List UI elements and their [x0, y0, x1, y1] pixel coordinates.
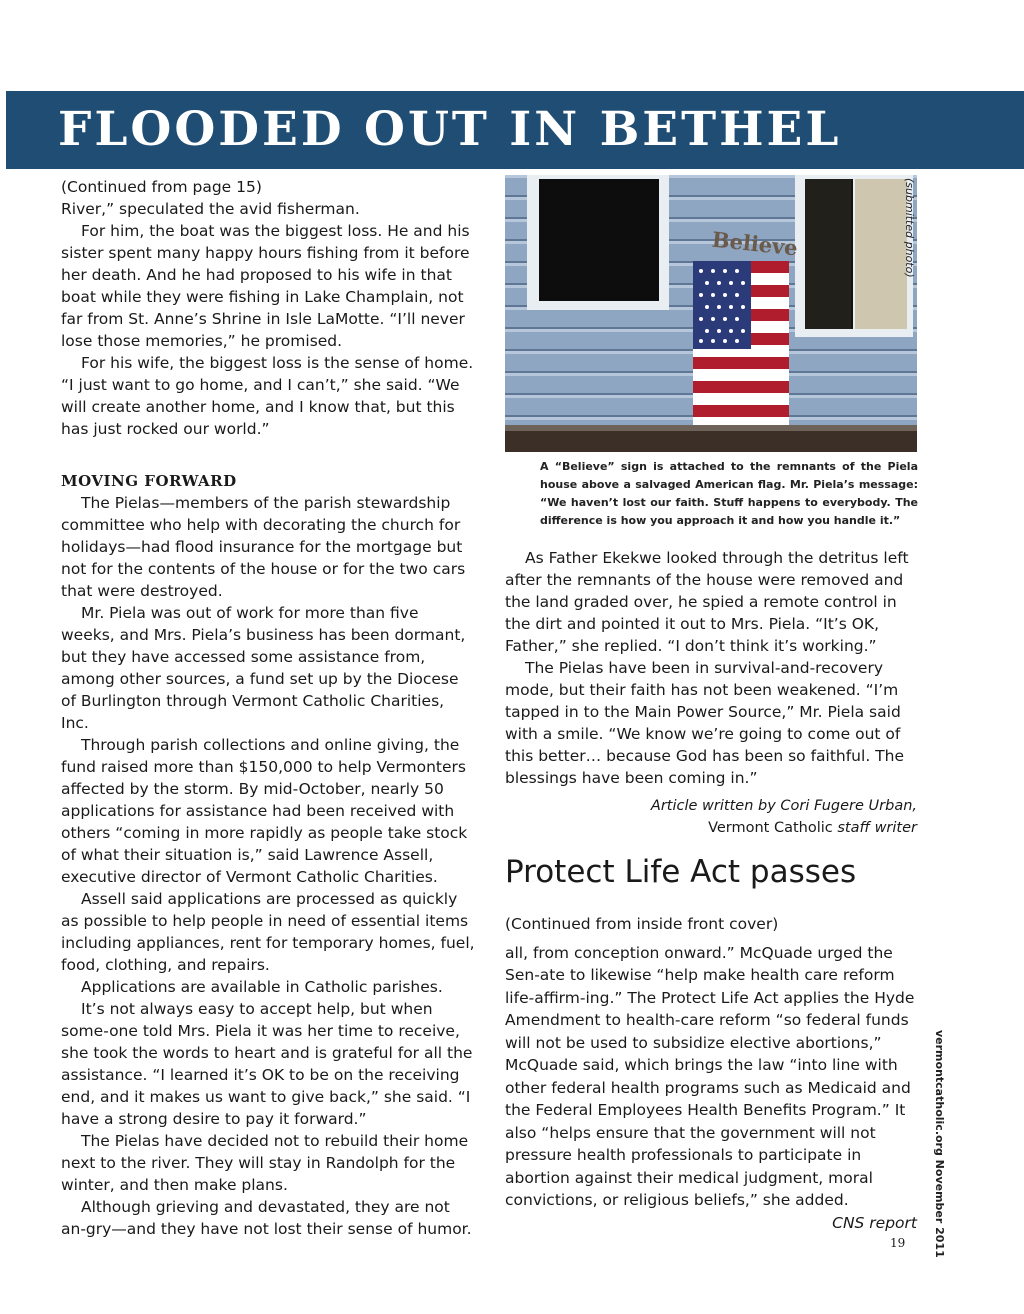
source-credit: CNS report — [832, 1213, 917, 1232]
photo-credit: (submitted photo) — [903, 178, 916, 278]
paragraph: The Pielas have been in survival-and-recovery mode, but their faith has not been weakened. “I’m tapped in to the Main Power Source,” Mr. Piela said with a smile. “We know we’re going to come out of this better… because God has been so faithful. The blessings have been coming in.” — [505, 659, 904, 787]
photo-illustration — [505, 175, 917, 452]
section-title: Protect Life Act passes — [505, 854, 857, 890]
paragraph: Assell said applications are processed as quickly as possible to help people in need of essential items including appliances, rent for temporary homes, fuel, food, clothing, and repairs. — [61, 890, 475, 974]
paragraph: River,” speculated the avid fisherman. — [61, 200, 360, 218]
photo-caption: A “Believe” sign is attached to the remnants of the Piela house above a salvaged American flag. Mr. Piela’s message: “We haven’t lost our faith. Stuff happens to everybody. The difference is how you approach it and how you handle it.” — [540, 460, 918, 527]
believe-sign: Believe — [710, 226, 799, 261]
left-column — [61, 176, 475, 1240]
byline-org: Vermont Catholic — [708, 820, 838, 836]
section-subhead: MOVING FORWARD — [61, 472, 237, 490]
paragraph: Through parish collections and online giving, the fund raised more than $150,000 to help Vermonters affected by the storm. By mid-October, nearly 50 applications for assistance had been received with others “coming in more rapidly as people take stock of what their situation is,” said Lawrence Assell, executive director of Vermont Catholic Charities. — [61, 736, 468, 886]
paragraph: Applications are available in Catholic parishes. — [81, 978, 443, 996]
byline — [505, 795, 917, 839]
paragraph: For his wife, the biggest loss is the sense of home. “I just want to go home, and I can’t,” she said. “We will create another home, and I know that, but this has just rocked our world.” — [61, 354, 474, 438]
byline-author: Article written by Cori Fugere Urban, — [650, 798, 917, 814]
paragraph: As Father Ekekwe looked through the detritus left after the remnants of the house were removed and the land graded over, he spied a remote control in the dirt and pointed it out to Mrs. Piela. “It’s OK, Father,” she replied. “I don’t think it’s working.” — [505, 549, 909, 655]
byline-role: staff writer — [837, 820, 917, 836]
paragraph: For him, the boat was the biggest loss. He and his sister spent many happy hours fishing from it before her death. And he had proposed to his wife in that boat while they were fishing in Lake Champlain, not far from St. Anne’s Shrine in Isle LaMotte. “I’ll never lose those memories,” he promised. — [61, 222, 470, 350]
paragraph: The Pielas have decided not to rebuild their home next to the river. They will stay in Randolph for the winter, and then make plans. — [61, 1132, 469, 1194]
paragraph: Mr. Piela was out of work for more than five weeks, and Mrs. Piela’s business has been dormant, but they have accessed some assistance from, among other sources, a fund set up by the Diocese of Burlington through Vermont Catholic Charities, Inc. — [61, 604, 466, 732]
continued-note: (Continued from page 15) — [61, 178, 262, 196]
american-flag — [693, 261, 789, 441]
paragraph: Although grieving and devastated, they are not an-gry—and they have not lost their sense of humor. — [61, 1198, 472, 1238]
paragraph: all, from conception onward.” McQuade urged the Sen-ate to likewise “help make health care reform life-affirm-ing.” The Protect Life Act applies the Hyde Amendment to health-care reform “so federal funds will not be used to subsidize elective abortions,” McQuade said, which brings the law “into line with other federal health programs such as Medicaid and the Federal Employees Health Benefits Program.” It also “helps ensure that the government will not pressure health professionals to participate in abortion against their medical judgment, moral convictions, or religious beliefs,” she added. — [505, 943, 915, 1209]
right-column — [505, 547, 917, 839]
house-flag-photo — [505, 175, 917, 452]
paragraph: It’s not always easy to accept help, but when some-one told Mrs. Piela it was her time to receive, she took the words to heart and is grateful for all the assistance. “I learned it’s OK to be on the receiving end, and it makes us want to give back,” she said. “I have a strong desire to pay it forward.” — [61, 1000, 473, 1128]
protect-life-section — [505, 913, 917, 1234]
page-title: FLOODED OUT IN BETHEL — [58, 102, 842, 157]
paragraph: The Pielas—members of the parish stewardship committee who help with decorating the church for holidays—had flood insurance for the mortgage but not for the contents of the house or for the two cars that were destroyed. — [61, 494, 466, 600]
continued-note: (Continued from inside front cover) — [505, 915, 779, 933]
running-footer: vermontcatholic.org November 2011 — [933, 1030, 946, 1258]
page-number: 19 — [890, 1236, 906, 1250]
